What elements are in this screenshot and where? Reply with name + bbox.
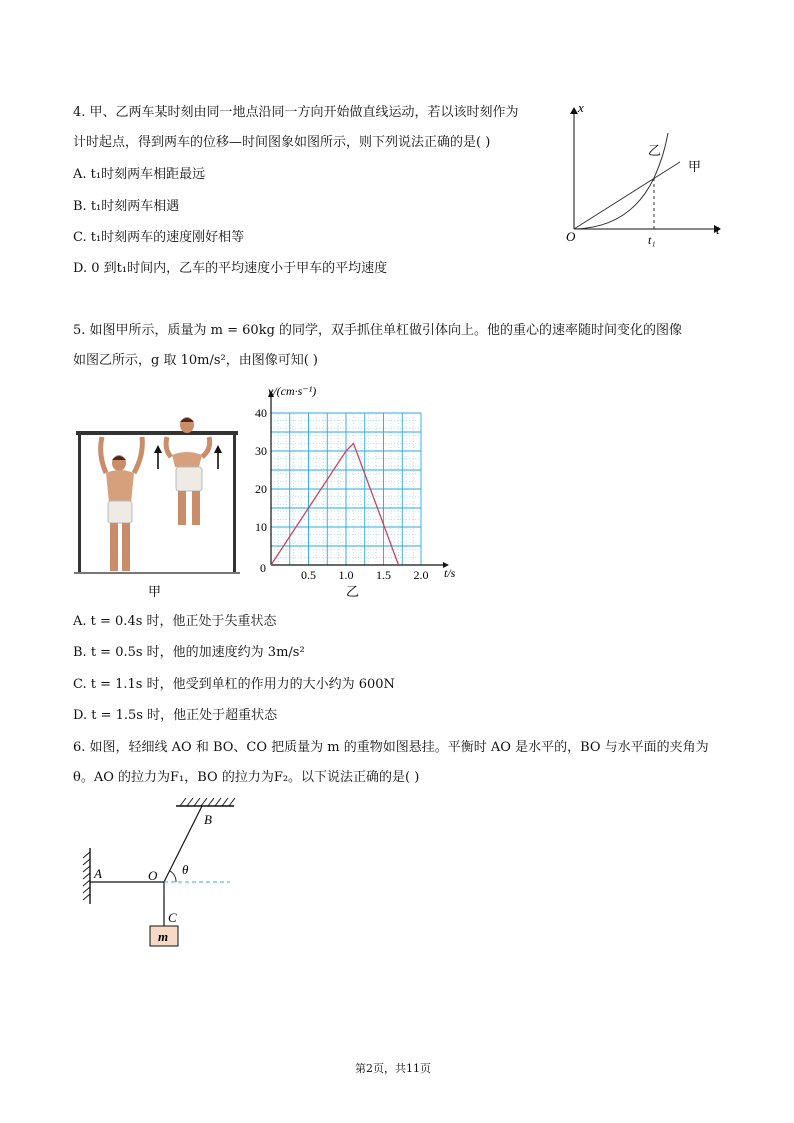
x-tick-label: 2.0 — [413, 568, 429, 582]
q4-option-a: A. t₁时刻两车相距最远 — [73, 167, 206, 182]
q4-option-c: C. t₁时刻两车的速度刚好相等 — [73, 230, 245, 245]
page-footer: 第2页，共11页 — [355, 1062, 431, 1075]
x-axis-label: t/s — [444, 566, 456, 580]
label-C: C — [168, 910, 177, 925]
q5-option-b: B. t = 0.5s 时，他的加速度约为 3m/s² — [73, 645, 305, 660]
origin-label: 0 — [260, 561, 266, 575]
x-tick-label: 1.0 — [338, 568, 354, 582]
t1-label: t₁ — [648, 233, 656, 247]
y-tick-label: 30 — [255, 444, 267, 458]
jia-label: 甲 — [688, 159, 702, 174]
q4-option-b: B. t₁时刻两车相遇 — [73, 199, 180, 214]
label-O: O — [148, 868, 158, 883]
q4-option-d: D. 0 到t₁时间内，乙车的平均速度小于甲车的平均速度 — [73, 261, 388, 276]
fig-a-label: 甲 — [148, 584, 162, 599]
origin-label: O — [566, 229, 576, 244]
q6-string-figure — [80, 796, 250, 956]
q6-stem-line2: θ。AO 的拉力为F₁，BO 的拉力为F₂。以下说法正确的是( ) — [73, 770, 420, 785]
y-tick-label: 40 — [255, 406, 267, 420]
axis-x-label: t — [716, 222, 720, 237]
fig-b-label: 乙 — [346, 584, 360, 599]
yi-label: 乙 — [648, 143, 662, 158]
q4-xt-graph — [560, 98, 730, 248]
q5-option-d: D. t = 1.5s 时，他正处于超重状态 — [73, 708, 278, 723]
q5-pullup-figure — [72, 425, 242, 600]
label-A: A — [94, 866, 102, 881]
q4-stem-line1: 4. 甲、乙两车某时刻由同一地点沿同一方向开始做直线运动，若以该时刻作为 — [73, 105, 519, 120]
q5-vt-chart — [248, 380, 468, 602]
y-tick-label: 10 — [255, 520, 267, 534]
x-tick-label: 1.5 — [376, 568, 391, 582]
label-B: B — [204, 812, 212, 827]
jia-line — [574, 162, 680, 229]
q5-stem-line2: 如图乙所示，g 取 10m/s²，由图像可知( ) — [73, 353, 318, 368]
person-hanging — [101, 437, 143, 571]
y-tick-label: 20 — [255, 482, 267, 496]
y-axis-label: v/(cm·s⁻¹) — [268, 384, 317, 398]
label-m: m — [158, 929, 169, 944]
axis-y-label: x — [578, 100, 584, 115]
q6-stem-line1: 6. 如图，轻细线 AO 和 BO、CO 把质量为 m 的重物如图悬挂。平衡时 AO 是水平的，BO 与水平面的夹角为 — [73, 740, 709, 755]
x-tick-label: 0.5 — [301, 568, 316, 582]
q4-stem-line2: 计时起点，得到两车的位移—时间图象如图所示，则下列说法正确的是( ) — [73, 135, 491, 150]
q5-option-a: A. t = 0.4s 时，他正处于失重状态 — [73, 614, 277, 629]
q5-stem-line1: 5. 如图甲所示，质量为 m = 60kg 的同学，双手抓住单杠做引体向上。他的重心的速率随时间变化的图像 — [73, 323, 683, 338]
q5-option-c: C. t = 1.1s 时，他受到单杠的作用力的大小约为 600N — [73, 677, 395, 692]
label-theta: θ — [182, 862, 189, 877]
